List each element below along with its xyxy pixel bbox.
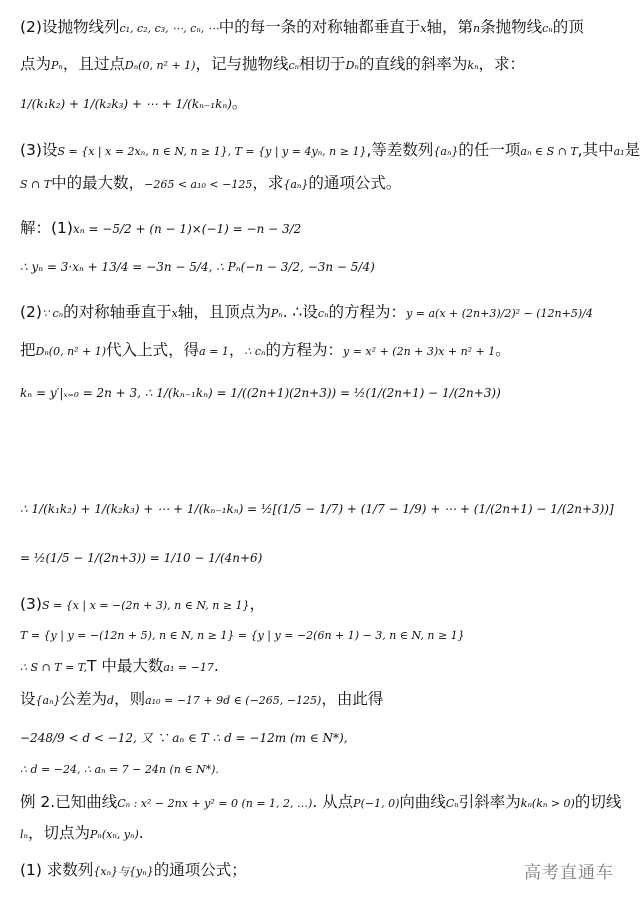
text: 的直线的斜率为 <box>358 55 468 73</box>
text-line-1 <box>20 17 584 39</box>
math: ∴ yₙ = 3·xₙ + 13/4 = −3n − 5/4, ∴ Pₙ(−n − 3/2, −3n − 5/4) <box>20 260 375 274</box>
math: x <box>171 307 178 320</box>
text: . 从点 <box>312 793 354 811</box>
text-line-20 <box>20 823 144 845</box>
text-line-4 <box>20 140 640 162</box>
text-line-18 <box>20 758 219 780</box>
math: Dₙ <box>345 59 359 72</box>
text: ，求： <box>478 55 526 73</box>
text: ，则 <box>114 690 146 708</box>
text: 的方程为： <box>328 303 407 321</box>
text: 设 <box>20 690 36 708</box>
math: ∴ 1/(k₁k₂) + 1/(k₂k₃) + ⋯ + 1/(kₙ₋₁kₙ) = ½[(1/5 − 1/7) + (1/7 − 1/9) + ⋯ + (1/(2n+1) − 1/(2n+3))] <box>20 502 614 516</box>
text-line-16 <box>20 689 383 711</box>
math: −248/9 < d < −12, 又 ∵ aₙ ∈ T ∴ d = −12m (m ∈ N*), <box>20 731 348 745</box>
text: 条抛物线 <box>480 18 543 36</box>
math: {aₙ} <box>35 694 61 707</box>
text: ， <box>228 341 245 359</box>
math: −265 < a₁₀ < −125 <box>144 178 253 191</box>
text-line-21 <box>20 860 247 882</box>
watermark: 高考直通车 <box>524 863 614 883</box>
text: 的对称轴垂直于 <box>63 303 172 321</box>
math: Cₙ : x² − 2nx + y² = 0 (n = 1, 2, …) <box>117 797 313 810</box>
text: (2)设抛物线列 <box>20 18 120 36</box>
math: a₁₀ = −17 + 9d ∈ (−265, −125) <box>145 694 322 707</box>
math: Pₙ <box>51 59 63 72</box>
text: 的方程为： <box>265 341 344 359</box>
math: y = a(x + (2n+3)/2)² − (12n+5)/4 <box>406 307 593 320</box>
text: 引斜率为 <box>458 793 521 811</box>
text-line-15 <box>20 656 219 678</box>
math: a₁ <box>613 145 625 158</box>
text: 点为 <box>20 55 52 73</box>
text-line-3 <box>20 93 247 114</box>
text: (3) <box>20 595 42 613</box>
math: S ∩ T <box>20 178 52 191</box>
math: cₙ <box>317 307 329 320</box>
text: (3)设 <box>20 141 58 159</box>
math: lₙ <box>20 828 28 841</box>
text-line-11 <box>20 498 614 519</box>
text: 公差为 <box>60 690 108 708</box>
math: ∴ S ∩ T = T, <box>20 661 88 674</box>
math: ∴ d = −24, ∴ aₙ = 7 − 24n (n ∈ N*). <box>20 763 219 776</box>
text-line-12 <box>20 547 262 568</box>
text-line-14 <box>20 624 465 646</box>
math: xₙ = −5/2 + (n − 1)×(−1) = −n − 3/2 <box>72 222 302 236</box>
math: d <box>107 694 115 707</box>
math: P(−1, 0) <box>353 797 400 810</box>
text: ,等差数列 <box>366 141 434 159</box>
text: 中的每一条的对称轴都垂直于 <box>218 18 421 36</box>
text: 相切于 <box>299 55 346 73</box>
text: 的通项公式。 <box>308 174 402 192</box>
text: 的通项公式； <box>153 861 247 879</box>
text: 代入上式，得 <box>106 341 200 359</box>
math: Dₙ(0, n² + 1) <box>124 59 196 72</box>
text: . <box>213 657 219 675</box>
text-line-10 <box>20 382 501 403</box>
text: 。 <box>495 341 511 359</box>
text: ，切点为 <box>27 824 90 842</box>
text: 轴，且顶点为 <box>177 303 271 321</box>
math: c₁, c₂, c₃, ⋯, cₙ, ⋯ <box>119 22 219 35</box>
math: Pₙ(xₙ, yₙ) <box>90 828 139 841</box>
text: T 中最大数 <box>87 657 164 675</box>
text: 例 2.已知曲线 <box>20 793 118 811</box>
math: cₙ <box>288 59 300 72</box>
math: kₙ(kₙ > 0) <box>520 797 575 810</box>
text: 是 <box>624 141 640 159</box>
math: = ½(1/5 − 1/(2n+3)) = 1/10 − 1/(4n+6) <box>20 551 263 565</box>
text: . ∴设 <box>282 303 318 321</box>
math: {aₙ} <box>433 145 459 158</box>
text: 的切线 <box>574 793 622 811</box>
text: (2) <box>20 303 42 321</box>
text: 解：(1) <box>20 219 73 237</box>
math: S = {x | x = 2xₙ, n ∈ N, n ≥ 1}, T = {y | y = 4yₙ, n ≥ 1} <box>57 145 367 158</box>
math: y = x² + (2n + 3)x + n² + 1 <box>343 345 496 358</box>
text-line-2 <box>20 54 525 76</box>
math: kₙ = y′|ₓ₌₀ = 2n + 3, ∴ 1/(kₙ₋₁kₙ) = 1/((2n+1)(2n+3)) = ½(1/(2n+1) − 1/(2n+3)) <box>20 386 501 400</box>
text: 向曲线 <box>399 793 446 811</box>
text-line-17 <box>20 727 348 748</box>
math: Cₙ <box>445 797 459 810</box>
math: aₙ ∈ S ∩ T <box>520 145 578 158</box>
math: kₙ <box>467 59 479 72</box>
text: 轴，第 <box>426 18 474 36</box>
math: Pₙ <box>270 307 283 320</box>
math: a₁ = −17 <box>163 661 214 674</box>
math: S = {x | x = −(2n + 3), n ∈ N, n ≥ 1} <box>41 599 250 612</box>
math: 1/(k₁k₂) + 1/(k₂k₃) + ⋯ + 1/(kₙ₋₁kₙ) <box>20 97 232 111</box>
text-line-5 <box>20 173 401 195</box>
math: {xₙ}与{yₙ} <box>93 865 154 878</box>
math: {aₙ} <box>283 178 309 191</box>
math: ∵ cₙ <box>41 307 64 320</box>
math: cₙ <box>542 22 553 35</box>
text: 。 <box>231 94 248 112</box>
math: a = 1 <box>199 345 229 358</box>
text: 把 <box>20 341 36 359</box>
text: . <box>138 824 144 842</box>
math: Dₙ(0, n² + 1) <box>35 345 107 358</box>
text: ，且过点 <box>62 55 125 73</box>
text-line-13 <box>20 594 265 616</box>
text: ,其中 <box>577 141 614 159</box>
text: (1) 求数列 <box>20 861 94 879</box>
math: x <box>420 22 427 35</box>
text: 中的最大数， <box>51 174 145 192</box>
text-line-6 <box>20 218 301 239</box>
text: ，求 <box>252 174 284 192</box>
text: 的任一项 <box>458 141 521 159</box>
text-line-8 <box>20 302 593 324</box>
text-line-9 <box>20 340 511 362</box>
math: n <box>473 22 481 35</box>
text: ，由此得 <box>321 690 384 708</box>
math: ∴ cₙ <box>244 345 266 358</box>
text-line-19 <box>20 792 621 814</box>
text-line-7 <box>20 256 375 277</box>
text: ，记与抛物线 <box>195 55 289 73</box>
text: 的顶 <box>552 18 584 36</box>
text: ， <box>249 595 266 613</box>
math: T = {y | y = −(12n + 5), n ∈ N, n ≥ 1} = {y | y = −2(6n + 1) − 3, n ∈ N, n ≥ 1} <box>20 629 465 642</box>
